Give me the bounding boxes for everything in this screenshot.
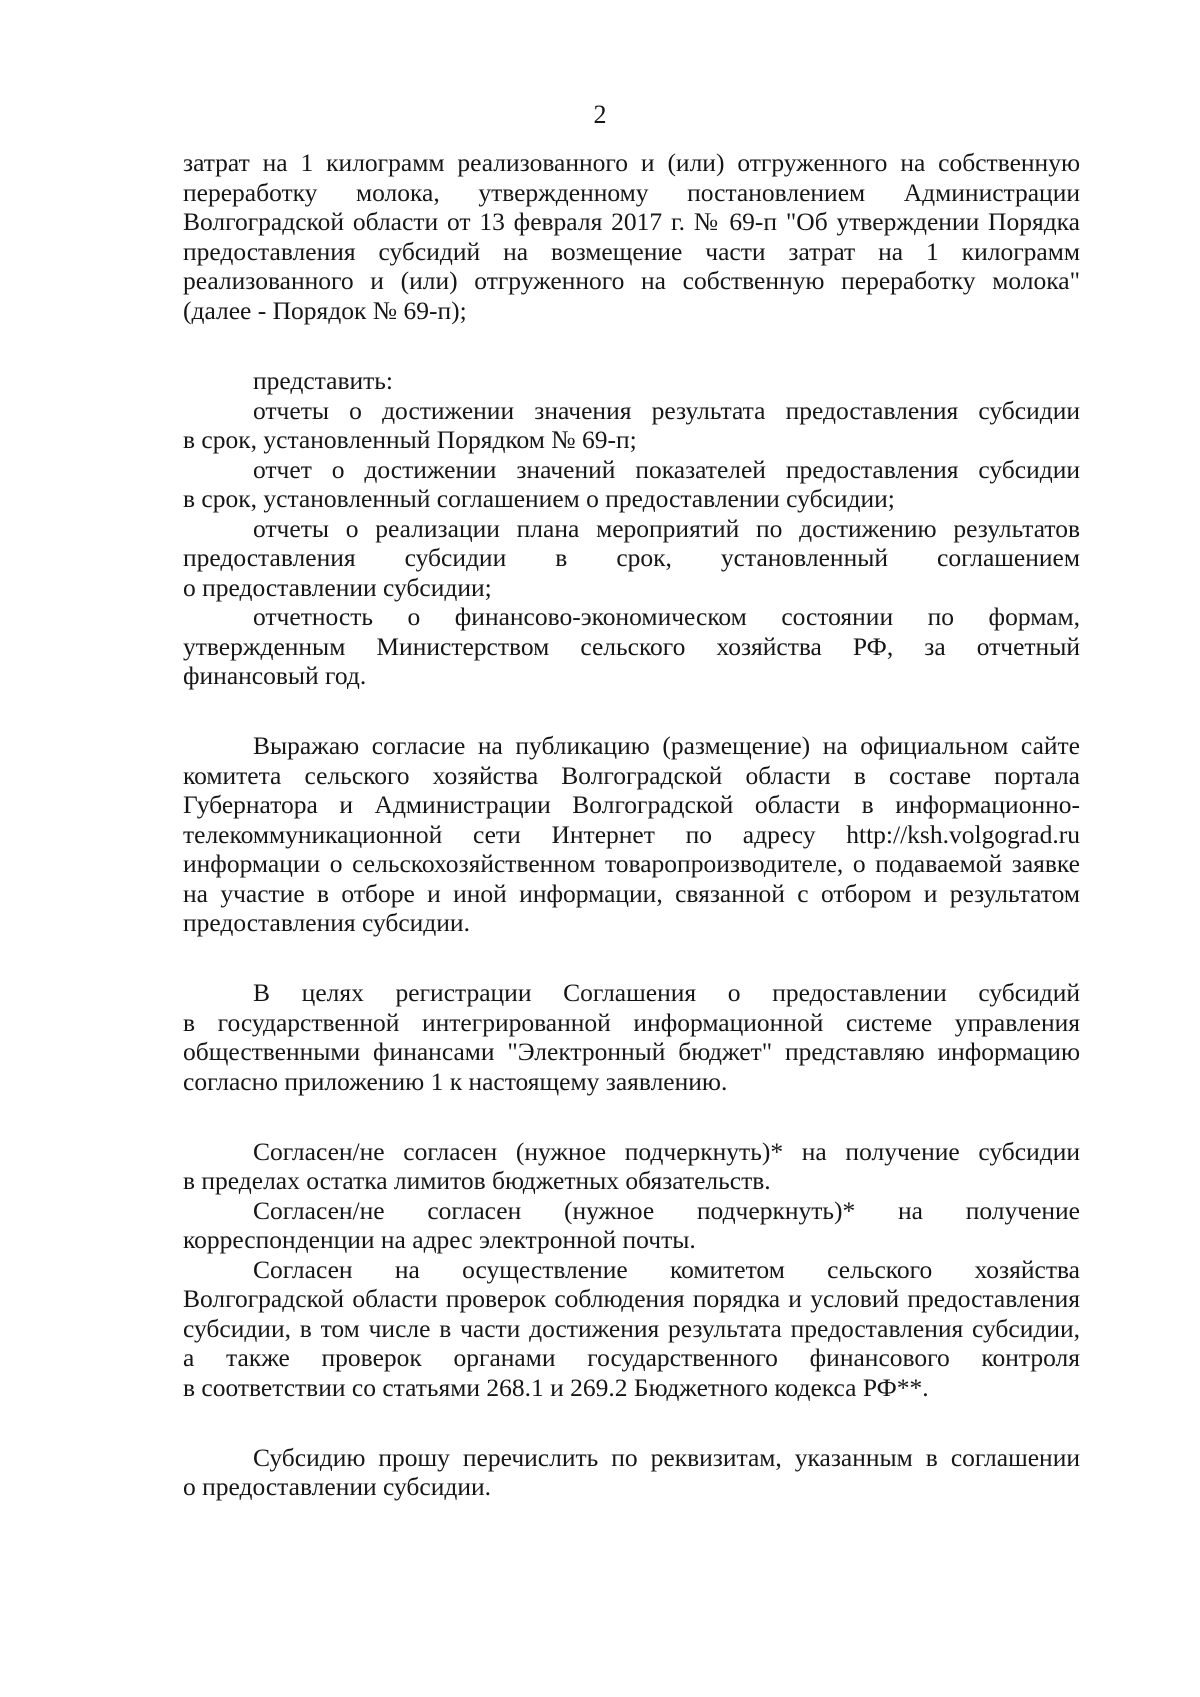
- text-line: финансовый год.: [183, 661, 367, 690]
- text-line: Согласен/не согласен (нужное подчеркнуть)* на получение: [253, 1196, 1080, 1225]
- text-line: телекоммуникационной сети Интернет по адресу http://ksh.volgograd.ru: [183, 820, 1080, 849]
- text-line: согласно приложению 1 к настоящему заявлению.: [183, 1067, 728, 1096]
- text-line: Губернатора и Администрации Волгоградской области в информационно-: [183, 790, 1080, 819]
- text-line: реализованного и (или) отгруженного на собственную переработку молока": [183, 266, 1080, 295]
- text-line: утвержденным Министерством сельского хозяйства РФ, за отчетный: [183, 632, 1080, 661]
- text-line: предоставления субсидии в срок, установленный соглашением: [183, 543, 1080, 572]
- text-line: Субсидию прошу перечислить по реквизитам, указанным в соглашении: [253, 1443, 1080, 1472]
- text-line: Согласен/не согласен (нужное подчеркнуть)* на получение субсидии: [253, 1137, 1080, 1166]
- text-line: на участие в отборе и иной информации, связанной с отбором и результатом: [183, 879, 1080, 908]
- text-line: в соответствии со статьями 268.1 и 269.2 Бюджетного кодекса РФ**.: [183, 1373, 929, 1402]
- text-line: о предоставлении субсидии;: [183, 573, 492, 602]
- text-line: в пределах остатка лимитов бюджетных обязательств.: [183, 1166, 771, 1195]
- text-line: предоставления субсидий на возмещение части затрат на 1 килограмм: [183, 237, 1080, 266]
- text-line: затрат на 1 килограмм реализованного и (или) отгруженного на собственную: [183, 148, 1080, 177]
- text-line: отчеты о достижении значения результата предоставления субсидии: [253, 396, 1080, 425]
- page-number: 2: [593, 100, 607, 129]
- text-line: (далее - Порядок № 69-п);: [183, 296, 467, 325]
- text-line: представить:: [253, 366, 393, 395]
- text-line: В целях регистрации Соглашения о предоставлении субсидий: [253, 978, 1080, 1007]
- text-line: а также проверок органами государственного финансового контроля: [183, 1343, 1080, 1372]
- text-line: Выражаю согласие на публикацию (размещение) на официальном сайте: [253, 731, 1080, 760]
- text-line: предоставления субсидии.: [183, 908, 470, 937]
- text-line: о предоставлении субсидии.: [183, 1472, 491, 1501]
- text-line: переработку молока, утвержденному постановлением Администрации: [183, 178, 1080, 207]
- text-line: отчеты о реализации плана мероприятий по достижению результатов: [253, 514, 1080, 543]
- text-line: комитета сельского хозяйства Волгоградской области в составе портала: [183, 761, 1080, 790]
- text-line: отчетность о финансово-экономическом состоянии по формам,: [253, 602, 1080, 631]
- text-line: Волгоградской области от 13 февраля 2017 г. № 69-п "Об утверждении Порядка: [183, 207, 1080, 236]
- text-line: в государственной интегрированной информационной системе управления: [183, 1008, 1080, 1037]
- text-line: Согласен на осуществление комитетом сельского хозяйства: [253, 1255, 1080, 1284]
- text-line: общественными финансами "Электронный бюджет" представляю информацию: [183, 1037, 1080, 1066]
- text-line: субсидии, в том числе в части достижения результата предоставления субсидии,: [183, 1314, 1080, 1343]
- text-line: в срок, установленный соглашением о предоставлении субсидии;: [183, 484, 895, 513]
- text-line: информации о сельскохозяйственном товаропроизводителе, о подаваемой заявке: [183, 849, 1080, 878]
- text-line: отчет о достижении значений показателей предоставления субсидии: [253, 455, 1080, 484]
- text-line: корреспонденции на адрес электронной почты.: [183, 1225, 696, 1254]
- text-line: Волгоградской области проверок соблюдения порядка и условий предоставления: [183, 1284, 1080, 1313]
- text-line: в срок, установленный Порядком № 69-п;: [183, 425, 637, 454]
